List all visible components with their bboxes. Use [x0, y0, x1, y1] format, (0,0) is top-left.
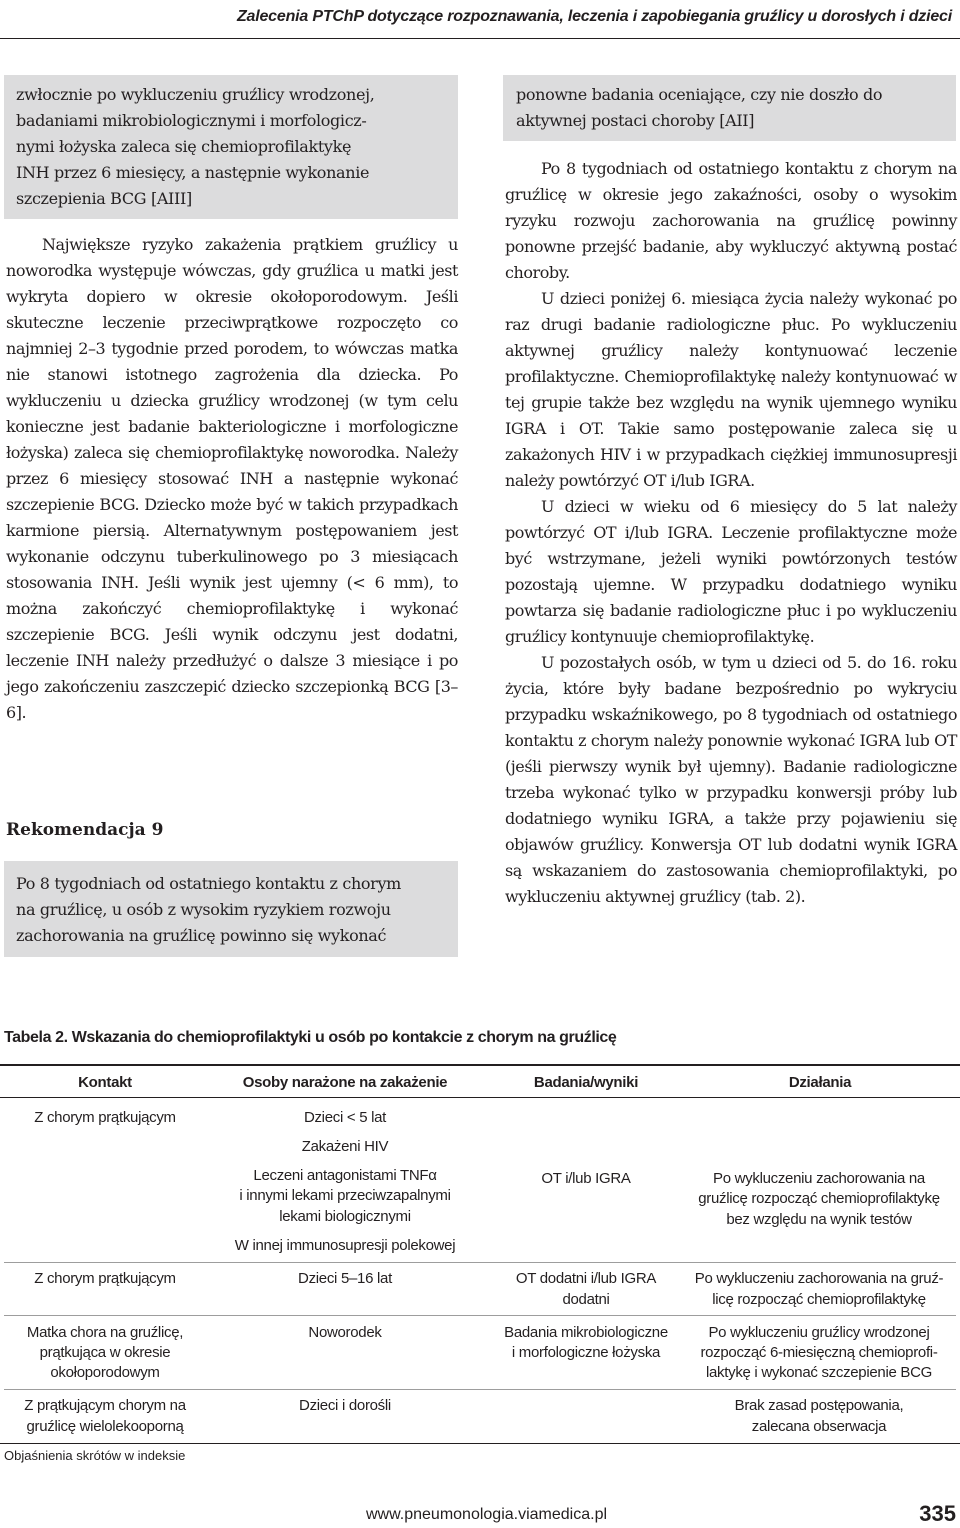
table-cell-osoby: Dzieci 5–16 lat — [298, 1270, 392, 1287]
box-line: szczepienia BCG [AIII] — [16, 189, 192, 208]
recommendation-9-box-continued — [503, 75, 956, 141]
header-rule — [0, 38, 960, 39]
body-paragraph: Po 8 tygodniach od ostatniego kontaktu z chorym na gruźlicę w okresie jego zakaźności, osoby o wysokim ryzyku rozwoju zachorowania na gruźlicę powinny ponowne przejść badanie, aby wykluczyć aktywną postać choroby. — [505, 159, 957, 282]
table-cell-osoby: Dzieci < 5 lat — [303, 1109, 387, 1126]
recommendation-heading: Rekomendacja 9 — [6, 820, 164, 840]
table-cell-dzialania: bez względu na wynik testów — [726, 1211, 912, 1228]
body-paragraph: U dzieci poniżej 6. miesiąca życia należy wykonać po raz drugi badanie radiologiczne płuc. Po wykluczeniu aktywnej gruźlicy należy kontynuować leczenie profilaktyczne. Chemioprofilaktykę należy kontynuować w tej grupie także bez względu na wynik ujemnego wyniku IGRA i OT. Takie samo postępowanie zaleca się u zakażonych HIV i w przypadkach ciężkiej immunosupresji należy powtórzyć OT i/lub IGRA. — [505, 289, 957, 490]
table-cell-osoby: Noworodek — [308, 1324, 382, 1341]
box-line: zwłocznie po wykluczeniu gruźlicy wrodzonej, — [16, 85, 375, 104]
journal-url-link[interactable]: www.pneumonologia.viamedica.pl — [366, 1506, 608, 1523]
table-cell-dzialania: Po wykluczeniu gruźlicy wrodzonej — [708, 1324, 930, 1341]
table-cell-badania: OT dodatni i/lub IGRA — [515, 1270, 657, 1287]
table-cell-dzialania: laktykę i wykonać szczepienie BCG — [705, 1364, 933, 1381]
table-cell-badania: i morfologiczne łożyska — [511, 1344, 661, 1361]
page-number: 335 — [919, 1501, 956, 1526]
table-cell-osoby: i innymi lekami przeciwzapalnymi — [239, 1187, 451, 1204]
table-cell-dzialania: zalecana obserwacja — [751, 1418, 887, 1435]
running-head: Zalecenia PTChP dotyczące rozpoznawania, leczenia i zapobiegania gruźlicy u dorosłych i dzieci — [236, 8, 952, 25]
table-row-rule — [4, 1315, 956, 1316]
body-paragraph: U pozostałych osób, w tym u dzieci od 5. do 16. roku życia, które były badane bezpośrednio po wykryciu przypadku wskaźnikowego, po 8 tygodniach od ostatniego kontaktu z chorym należy ponownie wykonać IGRA lub OT (jeśli pierwszy wynik był ujemny). Badanie radiologiczne trzeba wykonać tylko w przypadku konwersji próby lub dodatniego wyniku IGRA, a także przy pojawieniu się objawów gruźlicy. Konwersja OT lub dodatni wynik IGRA są wskazaniem do zastosowania chemioprofilaktyki, po wykluczeniu aktywnej gruźlicy (tab. 2). — [505, 653, 957, 906]
box-line: nymi łożyska zaleca się chemioprofilaktykę — [16, 137, 352, 156]
table-cell-kontakt: Z chorym prątkującym — [34, 1270, 176, 1287]
table-row-rule — [4, 1389, 956, 1390]
table-cell-kontakt: Z prątkującym chorym na — [24, 1397, 186, 1414]
table-cell-dzialania: Po wykluczeniu zachorowania na — [713, 1170, 925, 1187]
table-cell-kontakt: gruźlicę wielolekooporną — [26, 1418, 184, 1435]
table-cell-badania: dodatni — [562, 1291, 610, 1308]
box-line: aktywnej postaci choroby [AII] — [516, 111, 755, 130]
table-cell-dzialania: Brak zasad postępowania, — [734, 1397, 904, 1414]
table-header-dzialania: Działania — [788, 1074, 852, 1091]
table-cell-kontakt: okołoporodowym — [50, 1364, 160, 1381]
table-cell-kontakt: prątkująca w okresie — [39, 1344, 171, 1361]
table-cell-dzialania: rozpocząć 6-miesięczną chemioprofi- — [700, 1344, 938, 1361]
table-header-rule — [0, 1097, 960, 1098]
table-cell-dzialania: Po wykluczeniu zachorowania na gruź- — [694, 1270, 944, 1287]
right-text-column — [505, 156, 957, 910]
table-bottom-rule — [0, 1443, 960, 1444]
table-cell-dzialania: gruźlicę rozpocząć chemioprofilaktykę — [698, 1190, 940, 1207]
body-paragraph: Największe ryzyko zakażenia prątkiem gruźlicy u noworodka występuje wówczas, gdy gruźlica u matki jest wykryta dopiero w okresie okołoporodowym. Jeśli skuteczne leczenie przeciwprątkowe rozpoczęto co najmniej 2–3 tygodnie przed porodem, to wówczas matka nie stanowi istotnego zagrożenia dla dziecka. Po wykluczeniu u dziecka gruźlicy wrodzonej (w tym celu konieczne jest badanie bakteriologiczne i morfologiczne łożyska) zaleca się chemioprofilaktykę noworodka. Należy przez 6 miesięcy stosować INH a następnie wykonać szczepienie BCG. Dziecko może być w takich przypadkach karmione piersią. Alternatywnym postępowaniem jest wykonanie odczynu tuberkulinowego po 3 miesiącach stosowania INH. Jeśli wynik jest ujemny (< 6 mm), to można zakończyć chemioprofilaktykę i wykonać szczepienie BCG. Jeśli wynik odczynu jest dodatni, leczenie INH należy przedłużyć o dalsze 3 miesiące i po jego zakończeniu zaszczepić dziecko szczepionką BCG [3–6]. — [6, 235, 458, 722]
table-cell-kontakt: Z chorym prątkującym — [34, 1109, 176, 1126]
left-text-column — [6, 232, 458, 726]
table-row-rule — [4, 1262, 956, 1263]
table-cell-osoby: lekami biologicznymi — [279, 1208, 411, 1225]
box-line: zachorowania na gruźlicę powinno się wykonać — [16, 926, 387, 945]
box-line: ponowne badania oceniające, czy nie doszło do — [516, 85, 883, 104]
table-footnote: Objaśnienia skrótów w indeksie — [4, 1448, 186, 1463]
table-header-badania: Badania/wyniki — [533, 1074, 639, 1091]
table-header-osoby: Osoby narażone na zakażenie — [242, 1074, 448, 1091]
table-top-rule — [0, 1064, 960, 1066]
table-header-kontakt: Kontakt — [78, 1074, 132, 1091]
table-cell-dzialania: licę rozpocząć chemioprofilaktykę — [712, 1291, 926, 1308]
table-cell-kontakt: Matka chora na gruźlicę, — [26, 1324, 184, 1341]
box-line: na gruźlicę, u osób z wysokim ryzykiem rozwoju — [16, 900, 391, 919]
body-paragraph: U dzieci w wieku od 6 miesięcy do 5 lat należy powtórzyć OT i/lub IGRA. Leczenie profilaktyczne może być wstrzymane, jeżeli wyniki powtórzonych testów pozostają ujemne. W przypadku dodatniego wyniku powtarza się badanie radiologiczne płuc i po wykluczeniu gruźlicy kontynuuje chemioprofilaktykę. — [505, 497, 957, 646]
box-line: INH przez 6 miesięcy, a następnie wykonanie — [16, 163, 370, 182]
table-cell-badania: Badania mikrobiologiczne — [504, 1324, 668, 1341]
box-line: badaniami mikrobiologicznymi i morfologicz- — [16, 111, 367, 130]
table-cell-osoby: Zakażeni HIV — [301, 1138, 389, 1155]
recommendation-box-continued — [4, 75, 458, 219]
table-caption: Tabela 2. Wskazania do chemioprofilaktyki u osób po kontakcie z chorym na gruźlicę — [4, 1029, 617, 1046]
table-cell-osoby: Leczeni antagonistami TNFα — [253, 1167, 437, 1184]
box-line: Po 8 tygodniach od ostatniego kontaktu z chorym — [16, 874, 401, 893]
table-cell-osoby: Dzieci i dorośli — [299, 1397, 391, 1414]
table-cell-osoby: W innej immunosupresji polekowej — [234, 1237, 456, 1254]
table-cell-badania: OT i/lub IGRA — [541, 1170, 631, 1187]
recommendation-9-box — [4, 861, 458, 957]
